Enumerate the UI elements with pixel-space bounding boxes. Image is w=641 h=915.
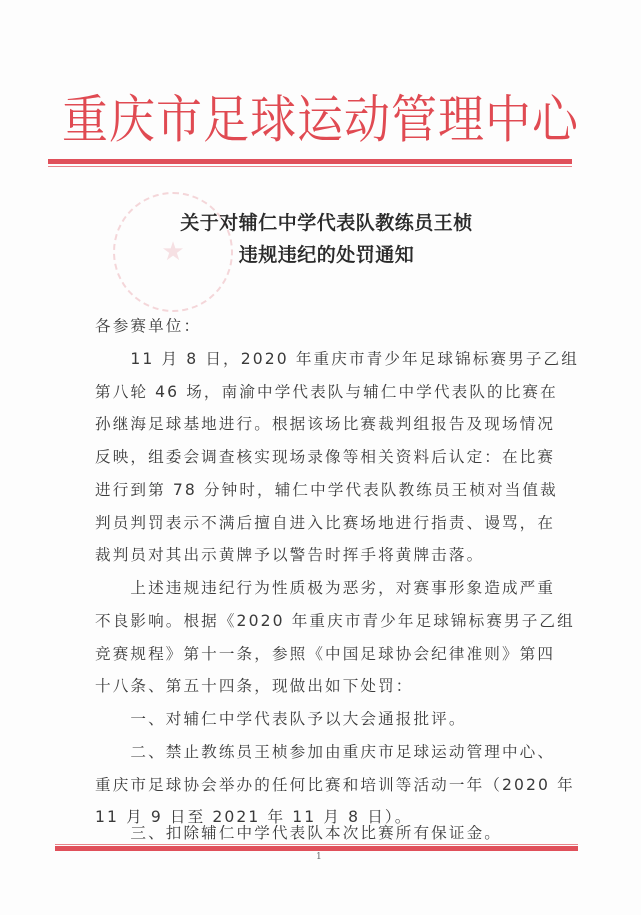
masthead-red-rule [48, 159, 572, 164]
body-line: 反映，组委会调查核实现场录像等相关资料后认定：在比赛 [95, 448, 556, 466]
salutation: 各参赛单位： [95, 317, 202, 335]
body-line: 竞赛规程》第十一条，参照《中国足球协会纪律准则》第四 [95, 645, 556, 663]
masthead-title: 重庆市足球运动管理中心 [62, 89, 579, 150]
body-line: 判员判罚表示不满后擅自进入比赛场地进行指责、谩骂，在 [95, 514, 556, 532]
notice-title-line-1: 关于对辅仁中学代表队教练员王桢 [180, 212, 473, 234]
body-line: 裁判员对其出示黄牌予以警告时挥手将黄牌击落。 [95, 546, 485, 564]
penalty-item-1: 一、对辅仁中学代表队予以大会通报批评。 [95, 710, 467, 728]
footer-red-rule-thin [55, 844, 578, 845]
seal-star-icon: ★ [161, 237, 185, 267]
page-number: 1 [316, 852, 322, 862]
body-line: 十八条、第五十四条，现做出如下处罚： [95, 677, 414, 695]
body-line: 11 月 8 日，2020 年重庆市青少年足球锦标赛男子乙组 [95, 350, 579, 368]
footer-red-rule [55, 846, 578, 851]
body-line: 不良影响。根据《2020 年重庆市青少年足球锦标赛男子乙组 [95, 612, 575, 630]
body-line: 上述违规违纪行为性质极为恶劣，对赛事形象造成严重 [95, 579, 556, 597]
body-line: 重庆市足球协会举办的任何比赛和培训等活动一年（2020 年 [95, 776, 575, 794]
body-line: 进行到第 78 分钟时，辅仁中学代表队教练员王桢对当值裁 [95, 481, 558, 499]
body-line: 第八轮 46 场，南渝中学代表队与辅仁中学代表队的比赛在 [95, 383, 558, 401]
notice-title-line-2: 违规违纪的处罚通知 [238, 244, 415, 266]
body-line: 孙继海足球基地进行。根据该场比赛裁判组报告及现场情况 [95, 415, 556, 433]
penalty-item-3: 三、扣除辅仁中学代表队本次比赛所有保证金。 [95, 824, 502, 842]
body-line: 11 月 9 日至 2021 年 11 月 8 日）。 [95, 808, 413, 826]
penalty-item-2: 二、禁止教练员王桢参加由重庆市足球运动管理中心、 [95, 743, 556, 761]
masthead-red-rule-thin [48, 166, 572, 167]
